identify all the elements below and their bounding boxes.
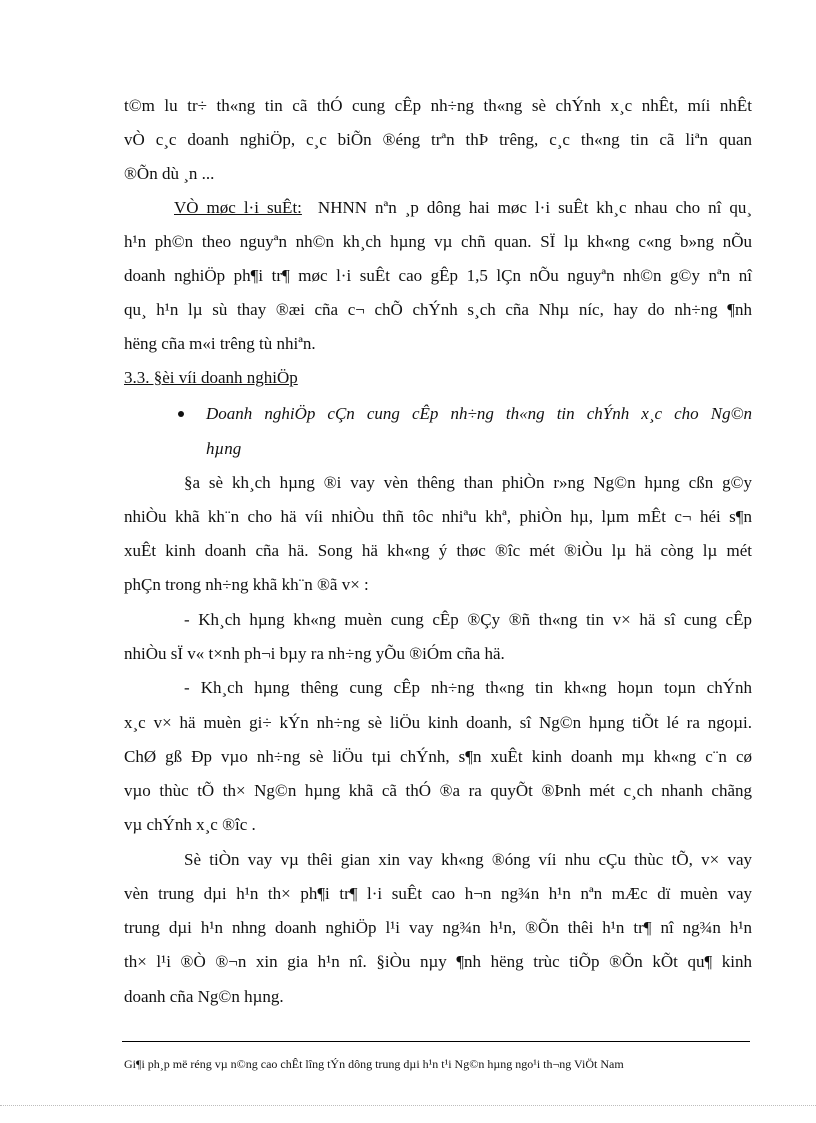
body-line: vèn trung dµi h¹n th× ph¶i tr¶ l·i suÊt cao h¬n ng¾n h¹n nªn mÆc dï muèn vay (124, 884, 752, 903)
bullet-line: Doanh nghiÖp cÇn cung cÊp nh÷ng th«ng tin chÝnh x¸c cho Ng©n (206, 404, 752, 423)
body-line: doanh cña Ng©n hµng. (124, 987, 284, 1006)
body-text: NHNN nªn ¸p dông hai møc l·i suÊt kh¸c nhau cho nî qu¸ (317, 198, 752, 217)
bullet-line: hµng (206, 439, 242, 458)
body-line: vµ chÝnh x¸c ®îc . (124, 815, 256, 834)
body-line: nhiÒu sÏ v« t×nh ph¬i bµy ra nh÷ng yÕu ®iÓm cña hä. (124, 644, 505, 663)
body-line: vÒ c¸c doanh nghiÖp, c¸c biÕn ®éng trªn thÞ trêng, c¸c th«ng tin cã liªn quan (124, 130, 752, 149)
body-line: nhiÒu khã kh¨n cho hä víi nhiÒu thñ tôc nhiªu khª, phiÒn hµ, lµm mÊt c¬ héi s¶n (124, 507, 752, 526)
section-heading: 3.3. §èi víi doanh nghiÖp (124, 368, 298, 387)
body-line: hëng cña m«i trêng tù nhiªn. (124, 334, 316, 353)
body-line: x¸c v× hä muèn gi÷ kÝn nh÷ng sè liÖu kinh doanh, sî Ng©n hµng tiÕt lé ra ngoµi. (124, 713, 752, 732)
body-line: h¹n ph©n theo nguyªn nh©n kh¸ch hµng vµ chñ quan. SÏ lµ kh«ng c«ng b»ng nÕu (124, 232, 752, 251)
body-line: §a sè kh¸ch hµng ®i vay vèn thêng than phiÒn r»ng Ng©n hµng cßn g©y (184, 473, 752, 492)
body-line: Sè tiÒn vay vµ thêi gian xin vay kh«ng ®óng víi nhu cÇu thùc tÕ, v× vay (184, 850, 752, 869)
body-line: t©m lu tr÷ th«ng tin cã thÓ cung cÊp nh÷ng th«ng sè chÝnh x¸c nhÊt, míi nhÊt (124, 96, 752, 115)
body-line: phÇn trong nh÷ng khã kh¨n ®ã v× : (124, 575, 369, 594)
body-line: th× l¹i ®Ò ®¬n xin gia h¹n nî. §iÒu nµy ¶nh hëng trùc tiÕp ®Õn kÕt qu¶ kinh (124, 952, 752, 971)
body-line: ®Õn dù ¸n ... (124, 164, 215, 183)
body-line: trung dµi h¹n nhng doanh nghiÖp l¹i vay ng¾n h¹n, ®Õn thêi h¹n tr¶ nî ng¾n h¹n (124, 918, 752, 937)
dash-line: - Kh¸ch hµng thêng cung cÊp nh÷ng th«ng tin kh«ng hoµn toµn chÝnh (184, 678, 752, 697)
body-line: qu¸ h¹n lµ sù thay ®æi cña c¬ chÕ chÝnh s¸ch cña Nhµ níc, hay do nh÷ng ¶nh (124, 300, 752, 319)
body-line: doanh nghiÖp ph¶i tr¶ møc l·i suÊt cao gÊp 1,5 lÇn nÕu nguyªn nh©n g©y nªn nî (124, 266, 752, 285)
dash-line: - Kh¸ch hµng kh«ng muèn cung cÊp ®Çy ®ñ th«ng tin v× hä sî cung cÊp (184, 610, 752, 629)
page-boundary (0, 1105, 816, 1106)
interest-rate-heading: VÒ møc l·i suÊt: (174, 198, 302, 217)
interest-rate-paragraph-first-line (174, 198, 752, 218)
body-line: vµo thùc tÕ th× Ng©n hµng khã cã thÓ ®a ra quyÕt ®Þnh mét c¸ch nhanh chãng (124, 781, 752, 800)
page-footer: Gi¶i ph¸p më réng vµ n©ng cao chÊt lîng tÝn dông trung dµi h¹n t¹i Ng©n hµng ngo¹i th¬ng ViÖt Nam (124, 1057, 624, 1071)
bullet-dot-icon (178, 411, 184, 417)
body-line: ChØ gß Ðp vµo nh÷ng sè liÖu tµi chÝnh, s¶n xuÊt kinh doanh mµ kh«ng c¨n cø (124, 747, 752, 766)
footer-divider (122, 1041, 750, 1042)
body-line: xuÊt kinh doanh cña hä. Song hä kh«ng ý thøc ®îc mét ®iÒu lµ hä còng lµ mét (124, 541, 752, 560)
